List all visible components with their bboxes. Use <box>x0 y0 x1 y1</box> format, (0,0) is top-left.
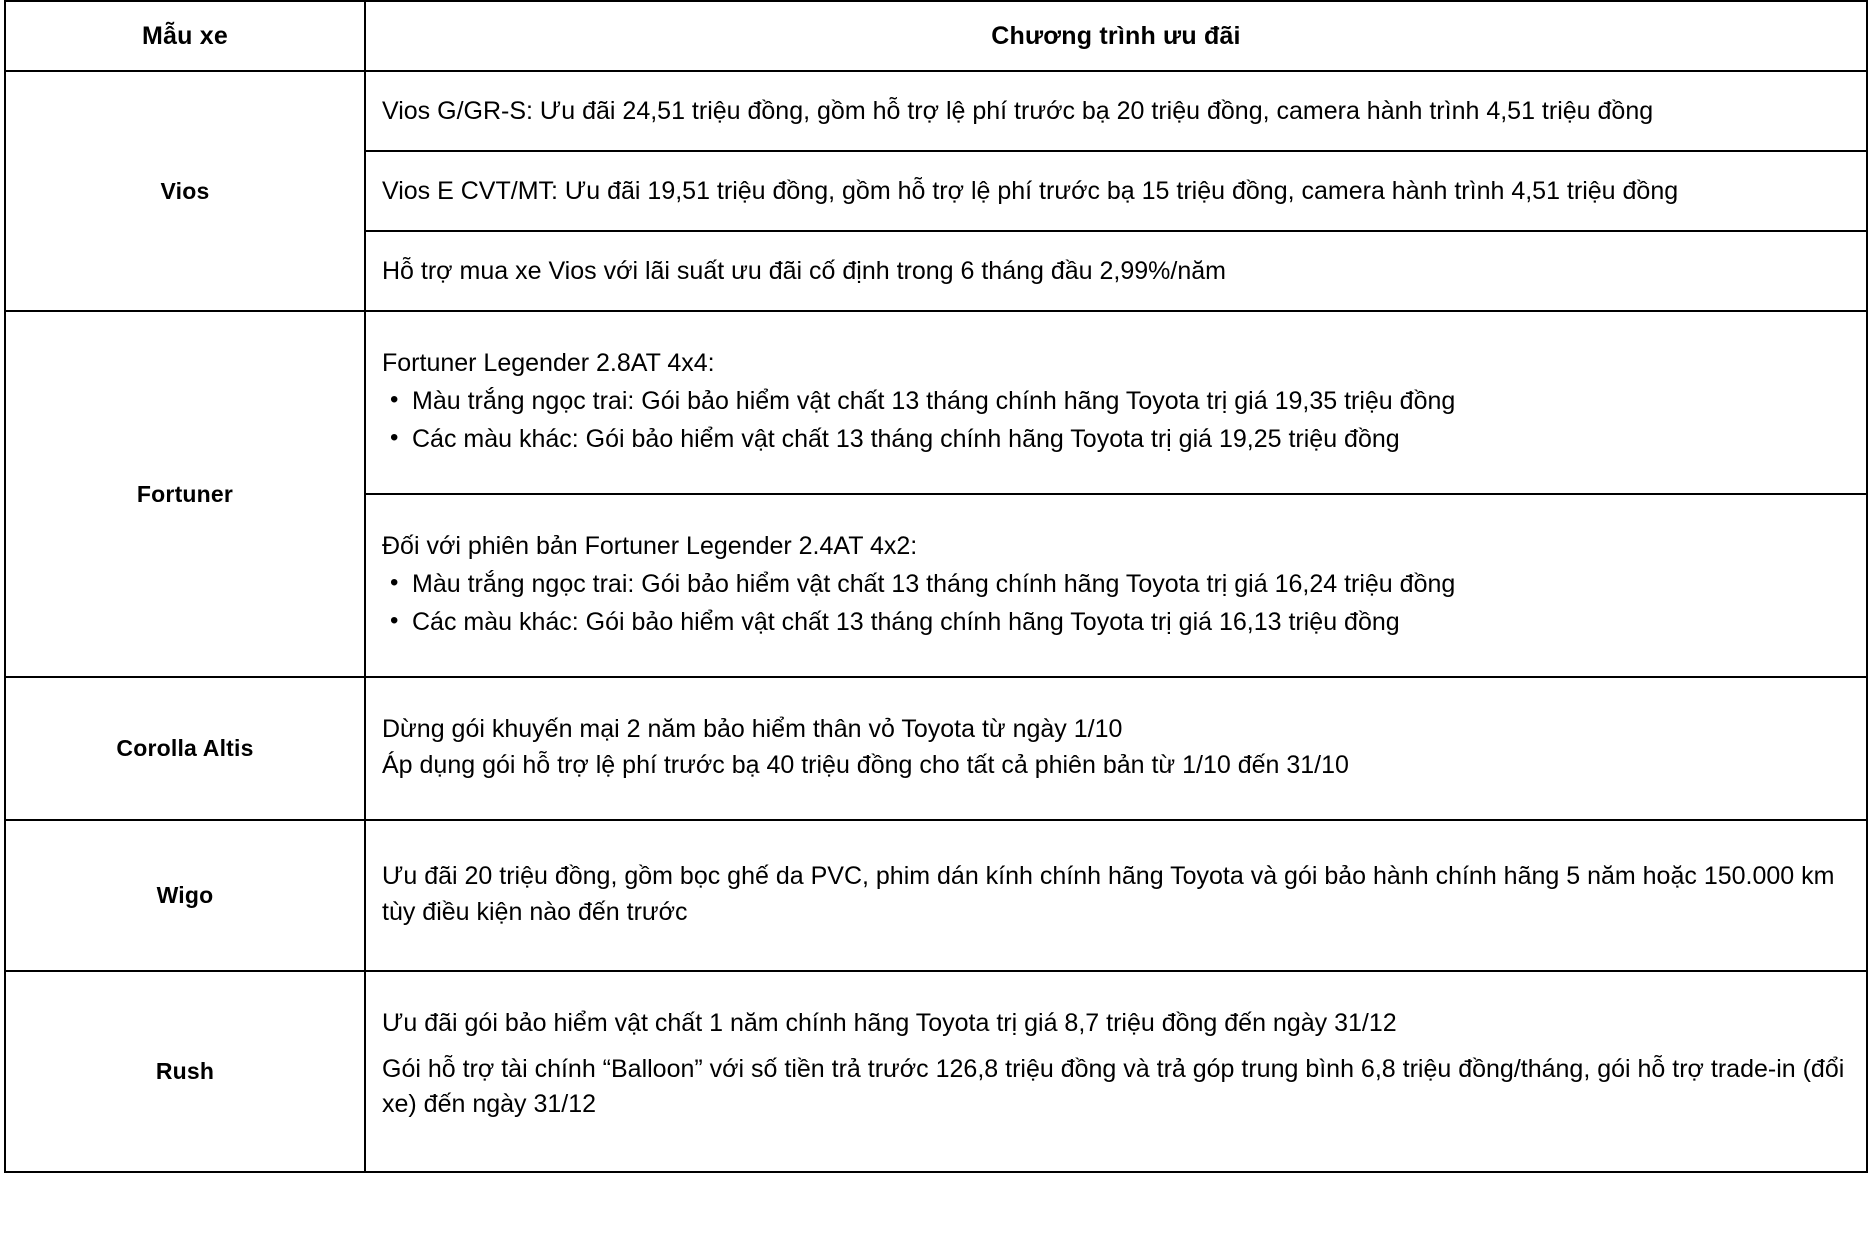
program-block <box>366 972 1866 1171</box>
program-cell-wigo <box>365 820 1867 971</box>
table-body <box>5 71 1867 1172</box>
program-bullet-list <box>382 384 1848 457</box>
table-header-row <box>5 1 1867 71</box>
program-lead: Fortuner Legender 2.8AT 4x4: <box>382 349 715 377</box>
toyota-promotion-table <box>4 0 1868 1173</box>
model-name-rush: Rush <box>5 971 365 1172</box>
program-line: Áp dụng gói hỗ trợ lệ phí trước bạ 40 triệu đồng cho tất cả phiên bản từ 1/10 đến 31/10 <box>382 750 1349 779</box>
program-cell-vios <box>365 71 1867 311</box>
model-name-vios: Vios <box>5 71 365 311</box>
program-bullet-list <box>382 567 1848 640</box>
program-block <box>366 152 1866 232</box>
model-name-fortuner: Fortuner <box>5 311 365 677</box>
table-row <box>5 311 1867 677</box>
list-item: • Các màu khác: Gói bảo hiểm vật chất 13 tháng chính hãng Toyota trị giá 16,13 triệu đồng <box>382 605 1848 641</box>
program-block <box>366 821 1866 970</box>
list-item: • Các màu khác: Gói bảo hiểm vật chất 13 tháng chính hãng Toyota trị giá 19,25 triệu đồng <box>382 422 1848 458</box>
program-cell-fortuner <box>365 311 1867 677</box>
program-block <box>366 232 1866 310</box>
model-name-corolla-altis: Corolla Altis <box>5 677 365 820</box>
program-line: Dừng gói khuyến mại 2 năm bảo hiểm thân vỏ Toyota từ ngày 1/10 <box>382 715 1123 743</box>
program-lead: Đối với phiên bản Fortuner Legender 2.4AT 4x2: <box>382 532 918 560</box>
program-line: Ưu đãi gói bảo hiểm vật chất 1 năm chính hãng Toyota trị giá 8,7 triệu đồng đến ngày 31/12 <box>382 1009 1397 1037</box>
table-row <box>5 677 1867 820</box>
program-block <box>366 495 1866 676</box>
list-item: • Màu trắng ngọc trai: Gói bảo hiểm vật chất 13 tháng chính hãng Toyota trị giá 19,35 triệu đồng <box>382 384 1848 420</box>
table-row <box>5 71 1867 311</box>
program-line: Gói hỗ trợ tài chính “Balloon” với số tiền trả trước 126,8 triệu đồng và trả góp trung bình 6,8 triệu đồng/tháng, gói hỗ trợ trade-in (đổi xe) đến ngày 31/12 <box>382 1054 1845 1118</box>
list-item: • Màu trắng ngọc trai: Gói bảo hiểm vật chất 13 tháng chính hãng Toyota trị giá 16,24 triệu đồng <box>382 567 1848 603</box>
column-header-model: Mẫu xe <box>5 1 365 71</box>
table-row <box>5 971 1867 1172</box>
table-header <box>5 1 1867 71</box>
program-line: Ưu đãi 20 triệu đồng, gồm bọc ghế da PVC, phim dán kính chính hãng Toyota và gói bảo hành chính hãng 5 năm hoặc 150.000 km tùy điều kiện nào đến trước <box>382 862 1835 926</box>
program-line: Hỗ trợ mua xe Vios với lãi suất ưu đãi cố định trong 6 tháng đầu 2,99%/năm <box>382 257 1226 285</box>
program-cell-rush <box>365 971 1867 1172</box>
program-block <box>366 678 1866 819</box>
program-block <box>366 312 1866 495</box>
program-line: Vios G/GR-S: Ưu đãi 24,51 triệu đồng, gồm hỗ trợ lệ phí trước bạ 20 triệu đồng, camera hành trình 4,51 triệu đồng <box>382 97 1654 125</box>
table-row <box>5 820 1867 971</box>
column-header-program: Chương trình ưu đãi <box>365 1 1867 71</box>
program-cell-corolla-altis <box>365 677 1867 820</box>
model-name-wigo: Wigo <box>5 820 365 971</box>
program-block <box>366 72 1866 152</box>
program-line: Vios E CVT/MT: Ưu đãi 19,51 triệu đồng, gồm hỗ trợ lệ phí trước bạ 15 triệu đồng, camera hành trình 4,51 triệu đồng <box>382 177 1679 205</box>
